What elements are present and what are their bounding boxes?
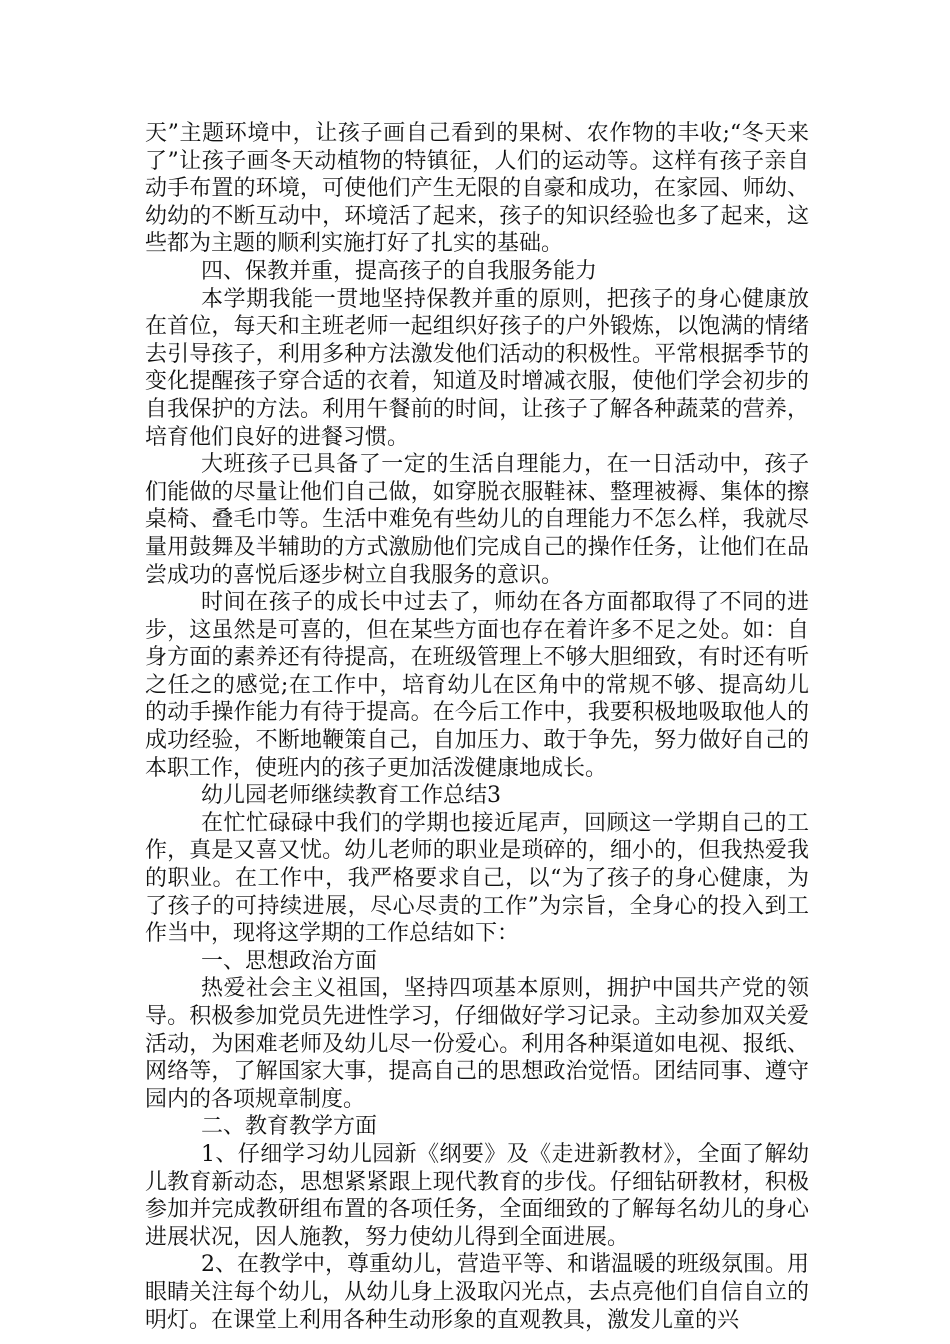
document-paragraph: 大班孩子已具备了一定的生活自理能力，在一日活动中，孩子们能做的尽量让他们自己做，如穿脱衣服鞋袜、整理被褥、集体的擦桌椅、叠毛巾等。生活中难免有些幼儿的自理能力不怎么样，我就尽量用鼓舞及半辅助的方式激励他们完成自己的操作任务，让他们在品尝成功的喜悦后逐步树立自我服务的意识。: [145, 452, 809, 588]
document-paragraph: 热爱社会主义祖国，坚持四项基本原则，拥护中国共产党的领导。积极参加党员先进性学习，仔细做好学习记录。主动参加双关爱活动，为困难老师及幼儿尽一份爱心。利用各种渠道如电视、报纸、网络等，了解国家大事，提高自己的思想政治觉悟。团结同事、遵守园内的各项规章制度。: [145, 976, 809, 1112]
document-paragraph: 时间在孩子的成长中过去了，师幼在各方面都取得了不同的进步，这虽然是可喜的，但在某些方面也存在着许多不足之处。如：自身方面的素养还有待提高，在班级管理上不够大胆细致，有时还有听之任之的感觉;在工作中，培育幼儿在区角中的常规不够、提高幼儿的动手操作能力有待于提高。在今后工作中，我要积极地吸取他人的成功经验，不断地鞭策自己，自加压力、敢于争先，努力做好自己的本职工作，使班内的孩子更加活泼健康地成长。: [145, 590, 809, 781]
document-paragraph: 一、思想政治方面: [201, 948, 378, 974]
document-paragraph: 四、保教并重，提高孩子的自我服务能力: [201, 258, 598, 284]
document-paragraph: 本学期我能一贯地坚持保教并重的原则，把孩子的身心健康放在首位，每天和主班老师一起组织好孩子的户外锻炼，以饱满的情绪去引导孩子，利用多种方法激发他们活动的积极性。平常根据季节的变化提醒孩子穿合适的衣着，知道及时增减衣服，使他们学会初步的自我保护的方法。利用午餐前的时间，让孩子了解各种蔬菜的营养，培育他们良好的进餐习惯。: [145, 286, 809, 450]
document-paragraph: 1、仔细学习幼儿园新《纲要》及《走进新教材》，全面了解幼儿教育新动态，思想紧紧跟上现代教育的步伐。仔细钻研教材，积极参加并完成教研组布置的各项任务，全面细致的了解每名幼儿的身心进展状况，因人施教，努力使幼儿得到全面进展。: [145, 1141, 809, 1250]
document-page: [145, 120, 809, 1334]
document-paragraph: 幼儿园老师继续教育工作总结3: [201, 783, 501, 809]
document-paragraph: 在忙忙碌碌中我们的学期也接近尾声，回顾这一学期自己的工作，真是又喜又忧。幼儿老师的职业是琐碎的，细小的，但我热爱我的职业。在工作中，我严格要求自己，以“为了孩子的身心健康，为了孩子的可持续进展，尽心尽责的工作”为宗旨，全身心的投入到工作当中，现将这学期的工作总结如下：: [145, 810, 809, 947]
document-paragraph: 二、教育教学方面: [201, 1114, 378, 1140]
document-paragraph: 2、在教学中，尊重幼儿，营造平等、和谐温暖的班级氛围。用眼睛关注每个幼儿，从幼儿身上汲取闪光点，去点亮他们自信自立的明灯。在课堂上利用各种生动形象的直观教具，激发儿童的兴: [145, 1252, 809, 1333]
document-paragraph: 天”主题环境中，让孩子画自己看到的果树、农作物的丰收;“冬天来了”让孩子画冬天动植物的特镇征，人们的运动等。这样有孩子亲自动手布置的环境，可使他们产生无限的自豪和成功，在家园、师幼、幼幼的不断互动中，环境活了起来，孩子的知识经验也多了起来，这些都为主题的顺利实施打好了扎实的基础。: [145, 121, 809, 257]
